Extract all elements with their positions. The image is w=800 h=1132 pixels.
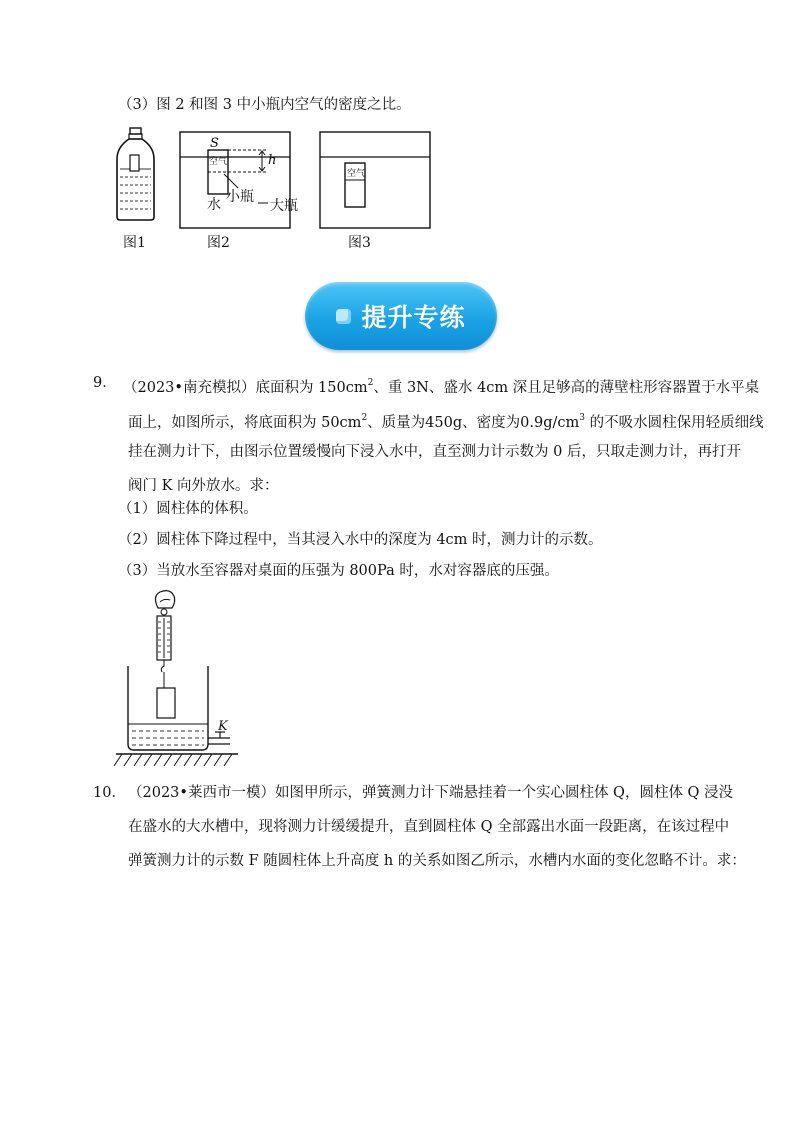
figure-2-caption: 图2 [207, 235, 230, 251]
q9-valve-label: K [218, 719, 228, 734]
q9-number: 9． [93, 375, 117, 391]
q9-line2-text-a: 面上，如图所示，将底面积为 50cm [128, 415, 362, 431]
q9-figure-spring-scale-container [112, 588, 252, 773]
fig2-label-h: h [268, 153, 277, 168]
fig3-label-air: 空气 [347, 169, 366, 179]
q10-line2: 在盛水的大水槽中，现将测力计缓缓提升，直到圆柱体 Q 全部露出水面一段距离，在该过程中 [128, 819, 730, 835]
q9-line2-sup1: 2 [361, 413, 368, 423]
fig2-label-small-bottle: 小瓶 [226, 189, 254, 205]
practice-banner [305, 282, 497, 350]
figure-3-caption: 图3 [348, 235, 371, 251]
q9-part2: （2）圆柱体下降过程中，当其浸入水中的深度为 4cm 时，测力计的示数。 [118, 532, 603, 548]
fig2-label-big-bottle: 大瓶 [270, 198, 298, 214]
q9-line2-text-b: 、质量为450g、密度为0.9g/cm [367, 415, 580, 431]
q10-line3: 弹簧测力计的示数 F 随圆柱体上升高度 h 的关系如图乙所示，水槽内水面的变化忽略不计。求： [128, 853, 746, 869]
figure-1-bottle [105, 125, 165, 225]
q9-part1: （1）圆柱体的体积。 [118, 501, 258, 517]
q10-number: 10． [93, 785, 126, 801]
q10-line1: （2023•莱西市一模）如图甲所示，弹簧测力计下端悬挂着一个实心圆柱体 Q，圆柱体 Q 浸没 [128, 785, 734, 801]
q9-line3: 挂在测力计下，由图示位置缓慢向下浸入水中，直至测力计示数为 0 后，只取走测力计，再打开 [128, 444, 741, 460]
q9-line2 [128, 408, 764, 433]
figure-1-caption: 图1 [123, 235, 146, 251]
figure-2-diagram [178, 130, 308, 230]
q9-line2-sup2: 3 [579, 413, 585, 423]
q8-part3: （3）图 2 和图 3 中小瓶内空气的密度之比。 [118, 97, 411, 113]
q9-line1-text-b: 、重 3N、盛水 4cm 深且足够高的薄壁柱形容器置于水平桌 [373, 380, 760, 396]
q9-line1-text-a: （2023•南充模拟）底面积为 150cm [123, 380, 368, 396]
q9-line4: 阀门 K 向外放水。求： [128, 478, 279, 494]
q9-line1-sup: 2 [367, 378, 374, 388]
q9-line1 [123, 373, 759, 398]
banner-square-icon [336, 309, 351, 324]
fig2-label-water: 水 [207, 197, 221, 213]
fig2-label-s: S [210, 136, 219, 151]
fig2-label-air: 空气 [209, 157, 228, 167]
q9-part3: （3）当放水至容器对桌面的压强为 800Pa 时，水对容器底的压强。 [118, 563, 559, 579]
figure-3-diagram [318, 130, 438, 230]
q9-line2-text-c: 的不吸水圆柱保用轻质细线 [584, 415, 764, 431]
banner-title: 提升专练 [361, 303, 466, 332]
